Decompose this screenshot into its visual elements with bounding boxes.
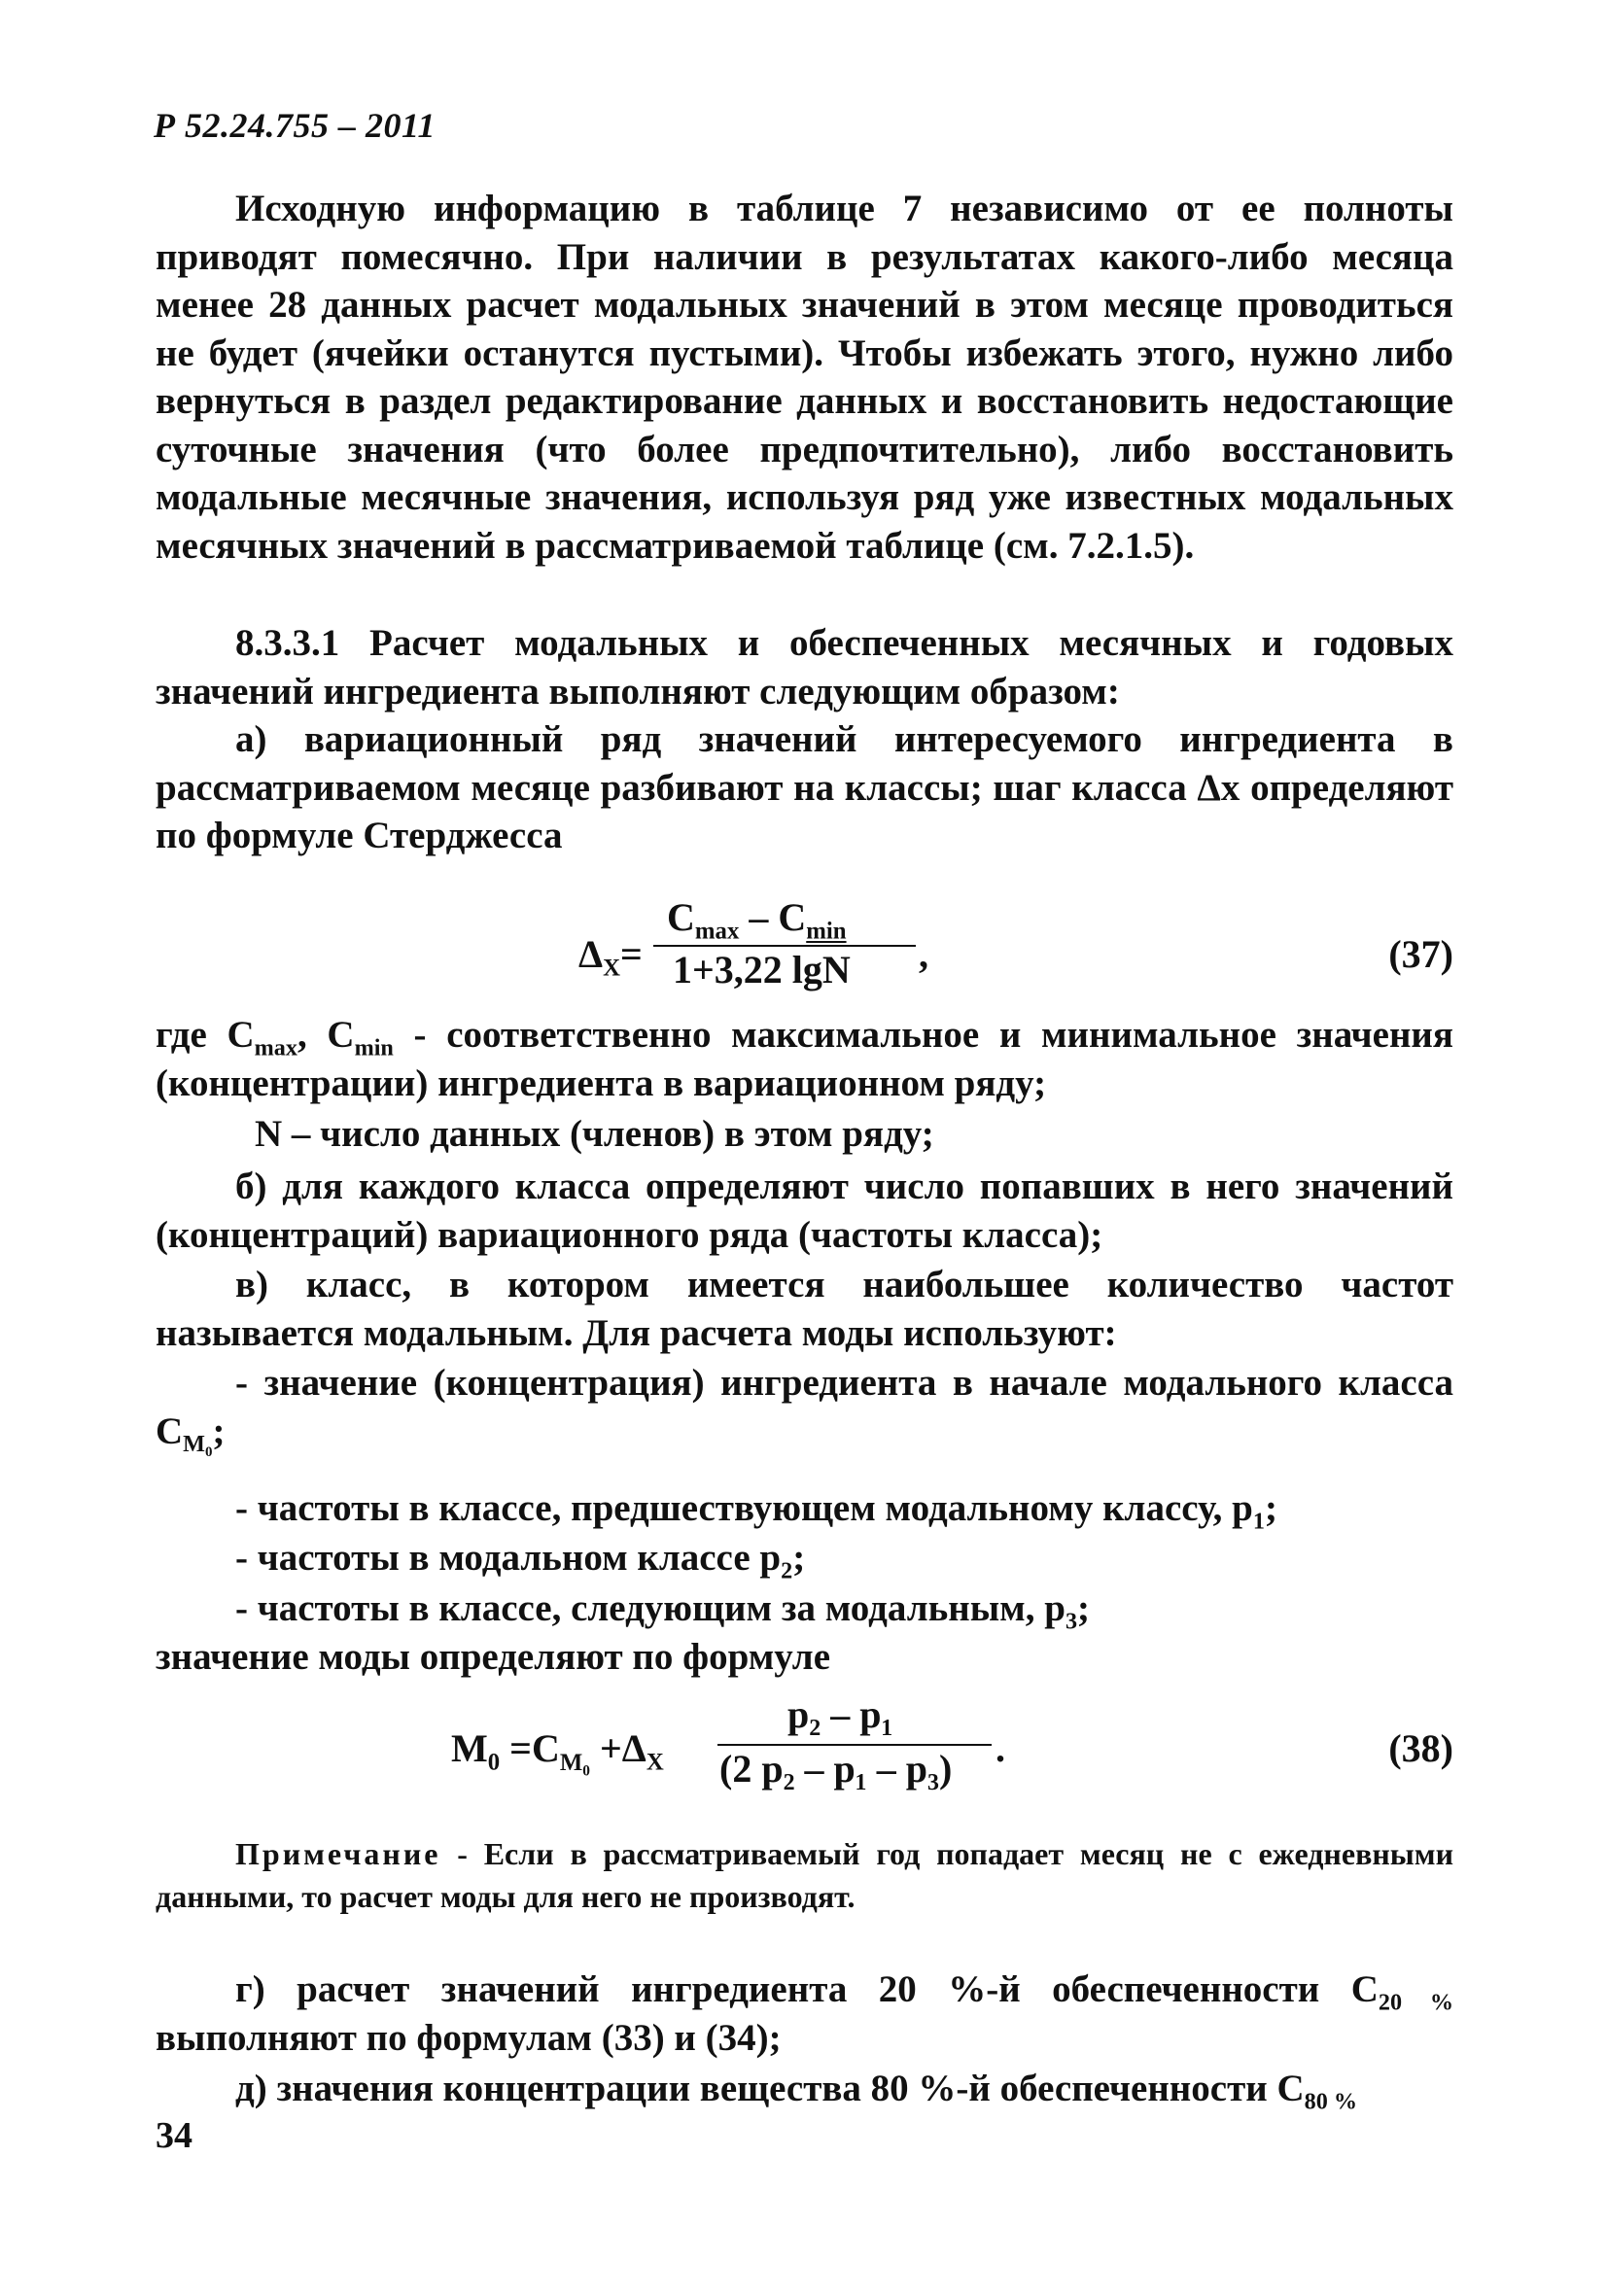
note-text: - Если в рассматриваемый год попадает месяц не с ежедневными данными, то расчет моды для него не производят. — [156, 1836, 1453, 1914]
bullet-freq-next: - частоты в классе, следующим за модальным, $p_3$; — [235, 1587, 1091, 1635]
formula-38-dot: . — [996, 1726, 1005, 1770]
paragraph-intro: Исходную информацию в таблице 7 независимо от ее полноты приводят помесячно. При наличии в результатах какого-либо месяца менее 28 данных расчет модальных значений в этом месяце проводиться не будет (ячейки останутся пустыми). Чтобы избежать этого, нужно либо вернуться в раздел редактирование данных и восстановить недостающие суточные значения (что более предпочтительно), либо восстановить модальные месячные значения, используя ряд уже известных модальных месячных значений в рассматриваемой таблице (см. 7.2.1.5). — [156, 188, 1453, 567]
bullet-start-value: - значение (концентрация) ингредиента в начале модального класса $C_{M_0}$; — [156, 1362, 1453, 1461]
page-number: 34 — [156, 2115, 192, 2156]
paragraph-v: в) класс, в котором имеется наибольшее количество частот называется модальным. Для расчета моды используют: — [156, 1264, 1453, 1354]
formula-37-numerator: $C_{max} - C_{min}$ — [667, 895, 847, 945]
where-n: N – число данных (членов) в этом ряду; — [255, 1113, 934, 1155]
note — [156, 1832, 1453, 1918]
bullet-freq-modal: - частоты в модальном классе $p_2$; — [235, 1537, 806, 1584]
formula-38-lhs: $M_0 =C_{M_0} +\Delta_X$ — [451, 1726, 664, 1780]
mode-formula-intro: значение моды определяют по формуле — [156, 1636, 831, 1678]
formula-38-denominator: (2 p₂ – p₁ – p₃) — [719, 1747, 953, 1791]
formula-37-number: (37) — [1388, 932, 1453, 976]
note-label: Примечание — [235, 1836, 441, 1871]
formula-37-comma: , — [919, 932, 928, 976]
paragraph-b: б) для каждого класса определяют число попавших в него значений (концентраций) вариационного ряда (частоты класса); — [156, 1165, 1453, 1256]
paragraph-g: г) расчет значений ингредиента 20 %-й обеспеченности $C_{20 \%}$ выполняют по формулам (33) и (34); — [156, 1968, 1453, 2059]
paragraph-a-text: а) вариационный ряд значений интересуемого ингредиента в рассматриваемом месяце разбивают на классы; шаг класса Δx определяют по формуле Стерджесса — [156, 718, 1453, 856]
where-definitions: где $C_{max}$, $C_{min}$ - соответственно максимальное и минимальное значения (концентрации) ингредиента в вариационном ряду; — [156, 1014, 1453, 1104]
doc-code-header: Р 52.24.755 – 2011 — [154, 106, 437, 145]
paragraph-d: д) значения концентрации вещества 80 %-й обеспеченности $C_{80 \%}$ — [235, 2068, 1358, 2115]
formula-37-denominator: 1+3,22 lgN — [673, 948, 851, 991]
bullet-freq-prev: - частоты в классе, предшествующем модальному классу, $p_1$; — [235, 1487, 1277, 1535]
formula-38-number: (38) — [1388, 1726, 1453, 1770]
paragraph-8-3-3-1: 8.3.3.1 Расчет модальных и обеспеченных месячных и годовых значений ингредиента выполняют следующим образом: — [156, 622, 1453, 713]
formula-38-numerator: p₂ – p₁ — [787, 1692, 893, 1736]
paragraph-a — [156, 715, 1453, 860]
formula-37-lhs: $\Delta_X=$ — [578, 932, 643, 982]
